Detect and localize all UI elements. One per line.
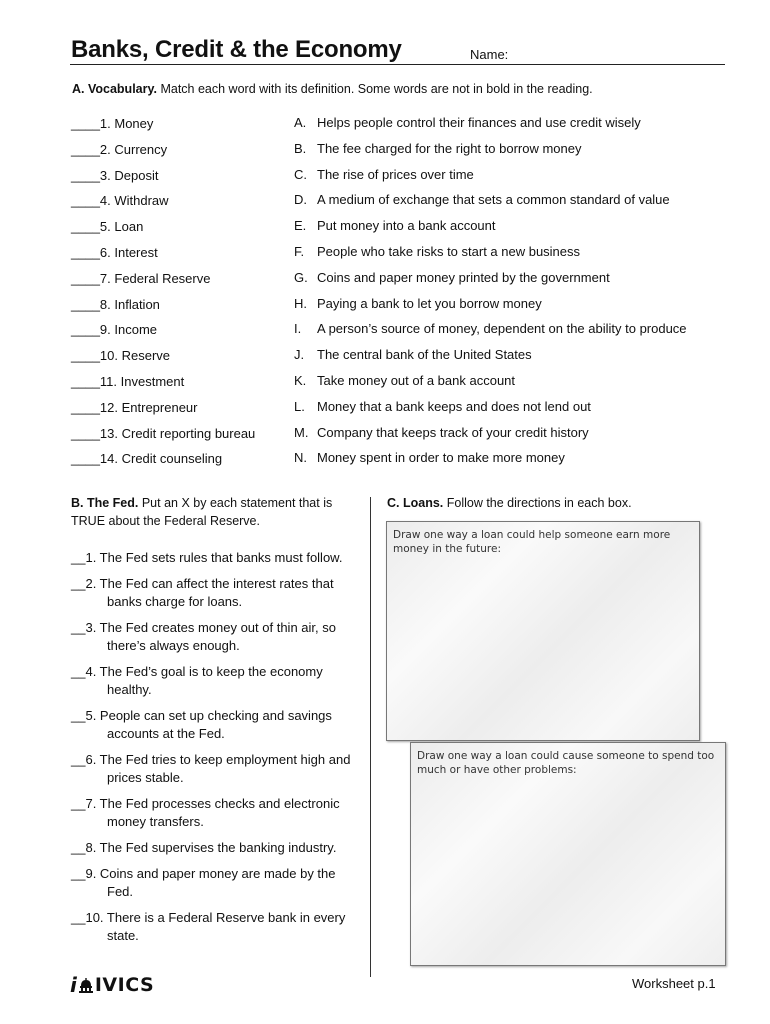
definition-text: The central bank of the United States	[317, 347, 532, 363]
definition-letter: N.	[294, 450, 307, 466]
vocab-word-item[interactable]: ____4. Withdraw	[71, 193, 169, 209]
definition-text: A person’s source of money, dependent on the ability to produce	[317, 321, 687, 337]
vocab-definition-item	[294, 320, 724, 346]
vocab-word-item[interactable]: ____5. Loan	[71, 219, 144, 235]
fed-statement-item[interactable]: __9. Coins and paper money are made by the Fed.	[71, 866, 336, 899]
fed-statement-list	[71, 549, 363, 953]
fed-statement-item[interactable]: __10. There is a Federal Reserve bank in every state.	[71, 910, 346, 943]
column-divider	[370, 497, 371, 977]
fed-statement-item[interactable]: __6. The Fed tries to keep employment high and prices stable.	[71, 752, 351, 785]
definition-letter: E.	[294, 218, 307, 234]
vocab-word-item[interactable]: ____1. Money	[71, 116, 154, 131]
vocab-definition-item	[294, 140, 724, 166]
section-a-heading: A. Vocabulary.	[72, 82, 157, 96]
vocab-definition-item	[294, 166, 724, 192]
section-b-heading: B. The Fed.	[71, 496, 139, 510]
definition-letter: A.	[294, 115, 307, 130]
icivics-logo	[70, 975, 154, 995]
vocab-definition-item	[294, 346, 724, 372]
section-b-instructions: Put an X by each statement that is TRUE about the Federal Reserve.	[71, 496, 333, 528]
section-c-heading: C. Loans.	[387, 496, 444, 510]
vocab-word-item[interactable]: ____7. Federal Reserve	[71, 270, 211, 286]
fed-statement-item[interactable]: __1. The Fed sets rules that banks must follow.	[71, 550, 343, 565]
loan-box-1-prompt: Draw one way a loan could help someone earn more money in the future:	[393, 529, 671, 555]
vocab-definition-item	[294, 243, 724, 269]
section-b-header	[71, 494, 361, 530]
definition-text: Money that a bank keeps and does not lend out	[317, 398, 591, 414]
vocab-word-item[interactable]: ____10. Reserve	[71, 348, 171, 364]
definition-text: Paying a bank to let you borrow money	[317, 295, 542, 311]
section-c-header	[387, 494, 632, 512]
definition-text: Take money out of a bank account	[317, 372, 516, 388]
vocab-word-item[interactable]: ____2. Currency	[71, 141, 168, 157]
fed-statement-item[interactable]: __3. The Fed creates money out of thin air, so there’s always enough.	[71, 620, 336, 653]
vocab-word-list	[71, 115, 291, 476]
vocab-word-item[interactable]: ____12. Entrepreneur	[71, 399, 198, 415]
definition-text: People who take risks to start a new business	[317, 243, 581, 259]
vocab-word-item[interactable]: ____6. Interest	[71, 244, 158, 260]
definition-letter: B.	[294, 140, 307, 156]
vocab-definition-item	[294, 295, 724, 321]
capitol-dome-icon	[78, 977, 94, 993]
definition-letter: C.	[294, 166, 307, 182]
vocab-word-item[interactable]: ____9. Income	[71, 322, 158, 338]
vocab-word-item[interactable]: ____3. Deposit	[71, 167, 159, 183]
name-label: Name:	[470, 47, 509, 62]
definition-letter: F.	[294, 243, 305, 259]
fed-statement-item[interactable]: __7. The Fed processes checks and electronic money transfers.	[71, 796, 340, 829]
page-number: Worksheet p.1	[632, 976, 716, 991]
loan-drawing-box-2[interactable]	[410, 742, 726, 966]
vocab-definition-item	[294, 398, 724, 424]
fed-statement-item[interactable]: __5. People can set up checking and savings accounts at the Fed.	[71, 708, 332, 741]
vocab-definition-item	[294, 114, 724, 140]
section-a-instructions: Match each word with its definition. Some words are not in bold in the reading.	[156, 82, 593, 96]
definition-text: Money spent in order to make more money	[317, 450, 565, 466]
vocab-definition-item	[294, 269, 724, 295]
logo-i: i	[70, 973, 77, 997]
vocab-definition-item	[294, 424, 724, 450]
vocab-definition-item	[294, 217, 724, 243]
definition-text: Put money into a bank account	[317, 218, 496, 234]
vocab-word-item[interactable]: ____8. Inflation	[71, 296, 160, 312]
definition-text: The rise of prices over time	[317, 166, 474, 182]
definition-letter: I.	[294, 321, 302, 337]
definition-letter: M.	[294, 424, 309, 440]
definition-letter: H.	[294, 295, 307, 311]
definition-letter: J.	[294, 347, 305, 363]
vocab-word-item[interactable]: ____13. Credit reporting bureau	[71, 425, 256, 441]
page-title: Banks, Credit & the Economy	[71, 36, 402, 63]
section-c-instructions: Follow the directions in each box.	[443, 496, 632, 510]
definition-text: Company that keeps track of your credit history	[317, 424, 589, 440]
definition-text: A medium of exchange that sets a common standard of value	[317, 192, 670, 208]
definition-text: Helps people control their finances and use credit wisely	[317, 115, 641, 130]
definition-letter: K.	[294, 372, 307, 388]
definition-text: Coins and paper money printed by the government	[317, 269, 610, 285]
title-rule	[70, 64, 725, 65]
vocab-word-item[interactable]: ____14. Credit counseling	[71, 451, 223, 467]
logo-rest: IVICS	[94, 974, 155, 996]
definition-letter: D.	[294, 192, 307, 208]
fed-statement-item[interactable]: __4. The Fed’s goal is to keep the economy healthy.	[71, 664, 323, 697]
vocab-definition-item	[294, 372, 724, 398]
vocab-definition-item	[294, 191, 724, 217]
vocab-definition-item	[294, 449, 724, 475]
definition-text: The fee charged for the right to borrow money	[317, 140, 582, 156]
section-a-header	[72, 82, 593, 96]
loan-box-2-prompt: Draw one way a loan could cause someone to spend too much or have other problems:	[417, 750, 715, 776]
vocab-word-item[interactable]: ____11. Investment	[71, 373, 185, 389]
vocab-definition-list	[294, 114, 724, 475]
loan-drawing-box-1[interactable]	[386, 521, 700, 741]
fed-statement-item[interactable]: __8. The Fed supervises the banking industry.	[71, 840, 337, 855]
fed-statement-item[interactable]: __2. The Fed can affect the interest rates that banks charge for loans.	[71, 576, 334, 609]
definition-letter: G.	[294, 269, 308, 285]
definition-letter: L.	[294, 398, 305, 414]
